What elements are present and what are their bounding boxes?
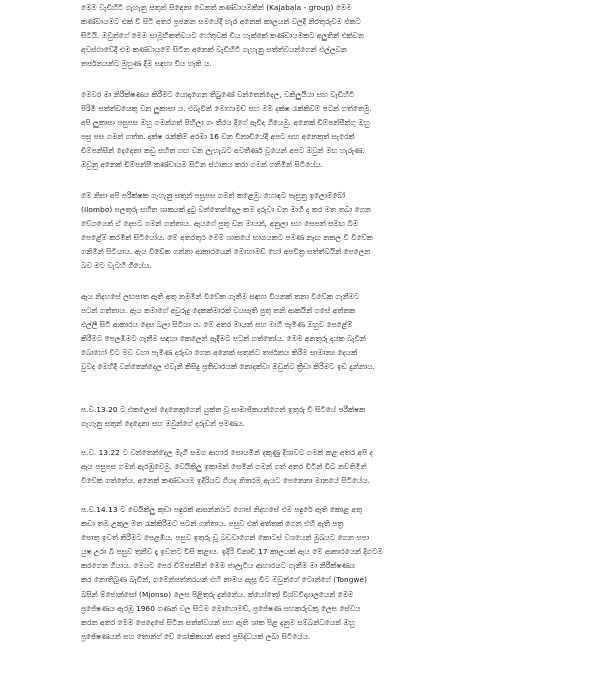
paragraph-4: ඇය නිදහසේ ලඟපාත ඇති අතු නමමින් විවේක ගැනීම සඳහා වියනක් තනා විවේක ගැනීමට පටන් ගත්තාය. ඇය කමාගේ අවුරුදු දෙකක්මාරක් වයසැති පුතු තනි ආකයින් ගසේ අත්තක එල්ලී සිටි ආකාරය දෙස බලා සිටියා ය. මේ අතර මායන් සහ මාගී පැමිණ ඔහුට පෙළේම් කිරීමට පෙලඹීමට ගැනීම සඳහා කෙලෙන් ඇදීමට පටන් ගත්තෝය. මෙම අනතුරු දායක බැවින් බොහෝ විට මව වහා පැමිණ දරුවා ගෙන අනෙක් සතුන්ට තර්ජනය කිරීම සාමාන්‍ය දෙයක් වුවද මෙහිදී වන්තෙන්දෙල එවැනි කිසිදු ප්‍රතිචාරයක් නොදක්වා ඔවුන්ට ක්‍රීඩා කිරීමට ඉඩ දුන්නාය.: [81, 292, 375, 372]
paragraph-6: ප.ව. 13.22 ට වන්තෙන්දෙල මැගී සමග ආහාර සොයමින් දකුණු දිශාවට ගමන් කළ අතර අපි ද ඇය පසුපස ගමන් ඇරඹුවෙමු. වෙයිකිලු ඉකාමන් සෙමින් ගමන් ගත් අතර විටින් විට නවතිමින් විවේක ගත්තේය. අනෙක් කණ්ඩායම ඉදිරියට ගියද නිතරම ඇයට පෙනෙනා මානයේ සිටියේය.: [81, 448, 373, 486]
paragraph-2: මෙවර මා නිරීක්ෂණය කිරීමට යොදාගෙන තිබුණේ වන්තෙන්දෙල, වකිලුයියා සහ වැඩිහිටි පිරිමි සත්ත්වයෙකු වන ලුකාසා ය. එබැවින් මොහාමඩ් සහ මම දක්ෂ රැක්කිවම් පටන් ගත්තෙමු. අපි ලුකාසා පසුපස ඔහු ගමන්ගත් පිහිලා ගං තීරය දිගේ ඇවිද ගියෙමු. අනෙක් චිම්පන්සීන්ගු ඔහු පසු පස ගමන් ගත්ත. දක්ෂ රැක්කිම් අරඹා 16 වන විනාඩියේදී අපට සහ අනෙකුත් සැරෙක් චිම්පන්සීන් දෙදෙනා කඩු සහිත ගඟ වන ලැහැබට අවතීර්ණ වූයෙන් අපට ඔවුන් මඟ හැරුණ. ඔවුනු අනෙක් චිම්පන්සී කණ්ඩායම සිටින ස්ථානය කරා ගමන් ගනිමින් සිටියේය.: [81, 90, 372, 170]
paragraph-7: ප.ව.14.13 ට වෙයිකිලු කුඩා පඳුරක් ආසන්නයට ගොස් නිදහසේ එම පඳුරේ ඇති කොළ අතු කඩා තම උකුල මත රැක්කිරීමට පටන් ගත්තාය. පසුව එක් අත්තක් ගෙන එහි ඇති පත්‍ර පොතු ඉවත් කිරීමට පෙළඹිය. පසුව ඉතුරු වූ බඩවාගෙන් කොටස් වශයෙන් මුඛයට ගෙන සපා යුෂ උරා බී පසුව තුනීව දෑ ඉවතට විසි කළාය. ඉදිරි විනාඩි 17 කාලයක් ඇය මේ ආකාරයෙන් දිගටම කරගෙන ගියාය. මෙයට පෙර චිම්පන්සීන් මෙම ජාලැටිය ආහාරයට ගැනීම මා නිරීක්ෂණය කර නොතිබුණ බැවින්, ගමෙන්පත්තරයන් එහි නාමය ඇසූ විට ඔවුන්ගේ ටොන්ගේ (Tongwe) බසින් ම්ජොන්සෝ (Mjonso) ලෙස පිළිතුරු දුන්නේය. ක්යෝතෝ විශ්වවිද්‍යාලයෙන් මෙම ප්‍රජේෂණය ඇරඹූ 1960 ගණන් වල සිටම මොහොමඩ්, ප්‍රජේෂණ සහකරුවකු ලෙස සේවය කරන අතර මෙම පෙදෙසේ සිටින සත්ත්වයන් සහ ඇති ශාක පිළ දනුම සම්බන්ධයෙන් ඔහු ප්‍රජේෂණයන් සහ තොන්ග් වේ ශෝකිකයන් අතර ප්‍රසිද්ධයක් ලබා සිටියේය.: [81, 505, 383, 641]
paragraph-3: මේ නිසා අපි පරීක්ෂක ගැහැනු සතුන් පසුපස ගමන් කළෙමු. හොඳට පැසුනු ඉලොම්බෝ (Ilombo) පලතුරු සහිත ශාකයක් දුටු වන්තෙන්දෙල කම දරුවා වන මාගී ද කර මත තබා ගෙන වේගයෙන් ඒ දෙසට ගමන් ගත්තාය. ඇයගේ පුතු වන මායන්, අනුලා සහ සෙපත් සමඟ බිම පෙළේම් කරමින් සිටියෝය. මේ අතරතුර මෙම ශාකයේ භාගයකට පමණ නැඟ නකල වී විවේක ගනිමින් සිටියාය. ඇය විවේක ගන්නා ආකාරයෙන් මොහාමඩ් හෝ අපවිත්‍ර සත්ත්වයින් පෙලෙන බව මට වැටහී ගියේය.: [81, 191, 373, 271]
paragraph-1: මෙම වැඩිහිටි ගැහැනු සතුන් සිඳෙනා වෙනත් කණ්ඩායමකින් (Kajabala - group) මෙම කණ්ඩායමට එක් වී සිටි අතර ප්‍රජනන සමයේදී හැර අනෙක් කාලයන් වලදී නිරතුරුවම එකට සිටියි. ඔවුන්ගේ මෙම සාමූහිකත්වයට හේතුවක් විය හැක්කේ කණ්ඩායමකට අලුතින් එක්වන අවස්ථාවේදී එම කණ්ඩායමේ සිටින අනෙක් වැඩිහිටි ගැහැනු සත්ත්වයන්ගෙන් එල්ලවන තර්ජනයන්ට මුහුණ දීම සඳහා විය හැකි ය.: [81, 3, 364, 69]
paragraph-5: ප.ව.13.20 ට එකලොස් දෙනෙකුගෙන් යුක්ත වූ සාමාජිකයන්ගෙන් ඉතුරු වී සිටියේ පරීක්ෂක ගැහැනු සතුන් දෙදෙනා සහ ඔවුන්ගේ දරුවන් පමණය.: [81, 405, 366, 429]
